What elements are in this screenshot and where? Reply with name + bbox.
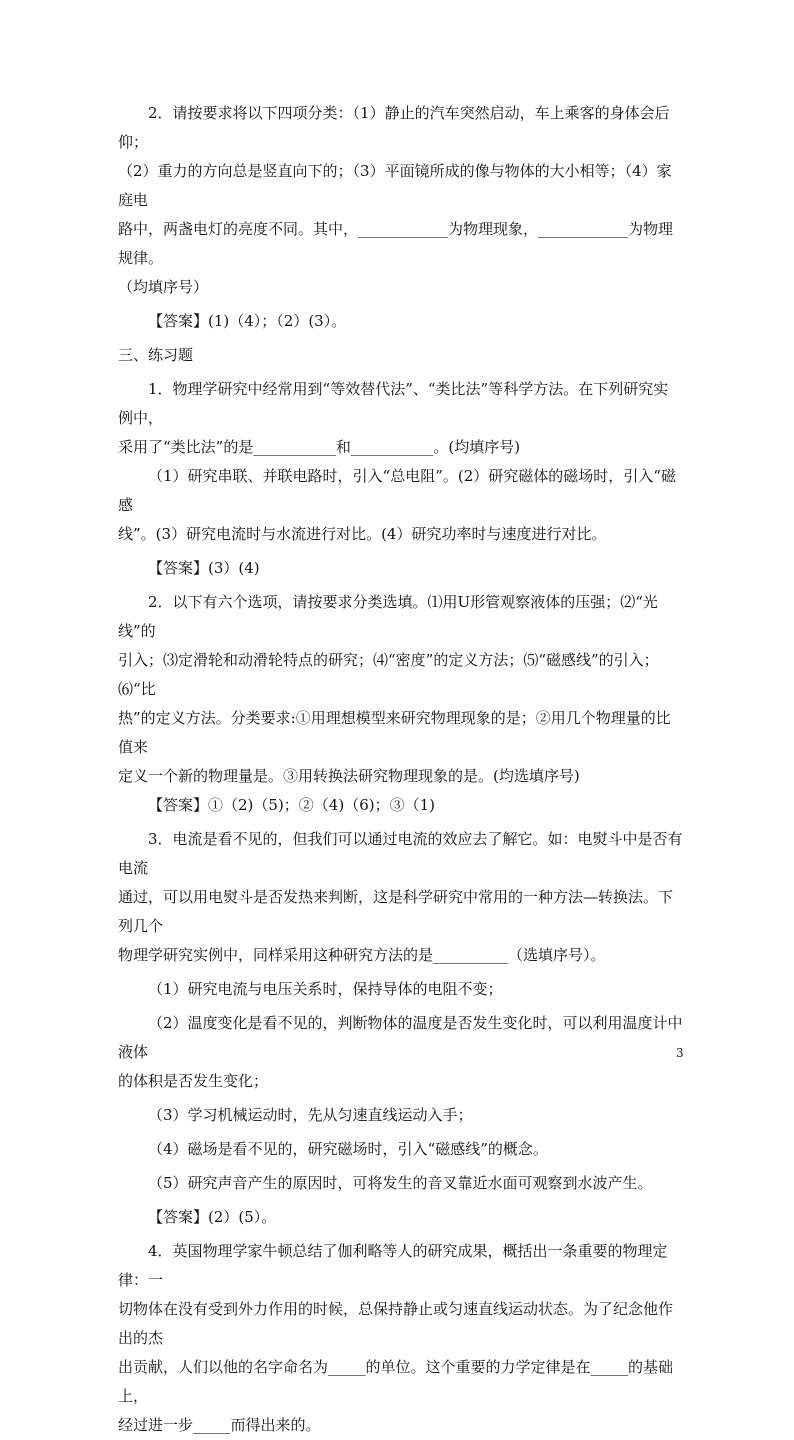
page-number: 3 bbox=[676, 1046, 684, 1060]
exercise-3-option-5: （5）研究声音产生的原因时，可将发生的音叉靠近水面可观察到水波产生。 bbox=[148, 1174, 653, 1192]
exercise-4-line-4: 经过进一步_____而得出来的。 bbox=[118, 1416, 321, 1434]
exercise-1-line-4: 线”。(3）研究电流时与水流进行对比。(4）研究功率时与速度进行对比。 bbox=[118, 525, 607, 543]
exercise-3-option-1: （1）研究电流与电压关系时，保持导体的电阻不变； bbox=[148, 980, 503, 998]
exercise-4-line-2: 切物体在没有受到外力作用的时候，总保持静止或匀速直线运动状态。为了纪念他作出的杰 bbox=[118, 1300, 674, 1347]
exercise-3-line-3: 物理学研究实例中，同样采用这种研究方法的是__________（选填序号）。 bbox=[118, 946, 606, 964]
section-title: 三、练习题 bbox=[118, 346, 194, 364]
question-2-line-4: （均填序号） bbox=[118, 278, 209, 296]
exercise-3-line-1: 3．电流是看不见的，但我们可以通过电流的效应去了解它。如：电熨斗中是否有电流 bbox=[118, 830, 683, 877]
page-content bbox=[118, 99, 683, 1440]
question-2-answer: 【答案】(1)（4）；（2）(3）。 bbox=[148, 312, 347, 330]
exercise-3-option-4: （4）磁场是看不见的，研究磁场时，引入“磁感线”的概念。 bbox=[148, 1140, 548, 1158]
exercise-2-line-4: 定义一个新的物理量是。③用转换法研究物理现象的是。(均选填序号) bbox=[118, 767, 580, 785]
exercise-3-option-3: （3）学习机械运动时，先从匀速直线运动入手； bbox=[148, 1106, 473, 1124]
exercise-2-line-3: 热”的定义方法。分类要求:①用理想模型来研究物理现象的是；②用几个物理量的比值来 bbox=[118, 709, 671, 756]
question-2-line-3: 路中，两盏电灯的亮度不同。其中，____________为物理现象，____________为物理规律。 bbox=[118, 220, 674, 267]
exercise-3-option-2b: 的体积是否发生变化； bbox=[118, 1072, 269, 1090]
exercise-3-option-2a: （2）温度变化是看不见的，判断物体的温度是否发生变化时，可以利用温度计中液体 bbox=[118, 1014, 683, 1061]
exercise-3-answer: 【答案】(2）(5）。 bbox=[148, 1208, 277, 1226]
question-2-line-1: 2．请按要求将以下四项分类：（1）静止的汽车突然启动，车上乘客的身体会后仰； bbox=[118, 104, 670, 151]
exercise-2-line-2: 引入；⑶定滑轮和动滑轮特点的研究；⑷“密度”的定义方法；⑸“磁感线”的引入；⑹“比 bbox=[118, 651, 659, 698]
exercise-1-answer: 【答案】(3）(4) bbox=[148, 559, 260, 577]
exercise-2-line-1: 2．以下有六个选项，请按要求分类选填。⑴用U形管观察液体的压强；⑵“光线”的 bbox=[118, 593, 658, 640]
exercise-1-line-1: 1．物理学研究中经常用到“等效替代法”、“类比法”等科学方法。在下列研究实例中， bbox=[118, 380, 669, 427]
exercise-4-line-3: 出贡献，人们以他的名字命名为_____的单位。这个重要的力学定律是在_____的基础上， bbox=[118, 1358, 674, 1405]
exercise-1-line-3: （1）研究串联、并联电路时，引入“总电阻”。(2）研究磁体的磁场时，引入“磁感 bbox=[118, 467, 676, 514]
exercise-2-answer: 【答案】①（2)（5)；②（4)（6)；③（1) bbox=[148, 796, 435, 814]
exercise-3-line-2: 通过，可以用电熨斗是否发热来判断，这是科学研究中常用的一种方法—转换法。下列几个 bbox=[118, 888, 674, 935]
exercise-1-line-2: 采用了“类比法”的是___________和___________。(均填序号) bbox=[118, 438, 521, 456]
exercise-4-line-1: 4．英国物理学家牛顿总结了伽利略等人的研究成果，概括出一条重要的物理定律：一 bbox=[118, 1242, 668, 1289]
question-2-line-2: （2）重力的方向总是竖直向下的；（3）平面镜所成的像与物体的大小相等；（4）家庭电 bbox=[118, 162, 672, 209]
